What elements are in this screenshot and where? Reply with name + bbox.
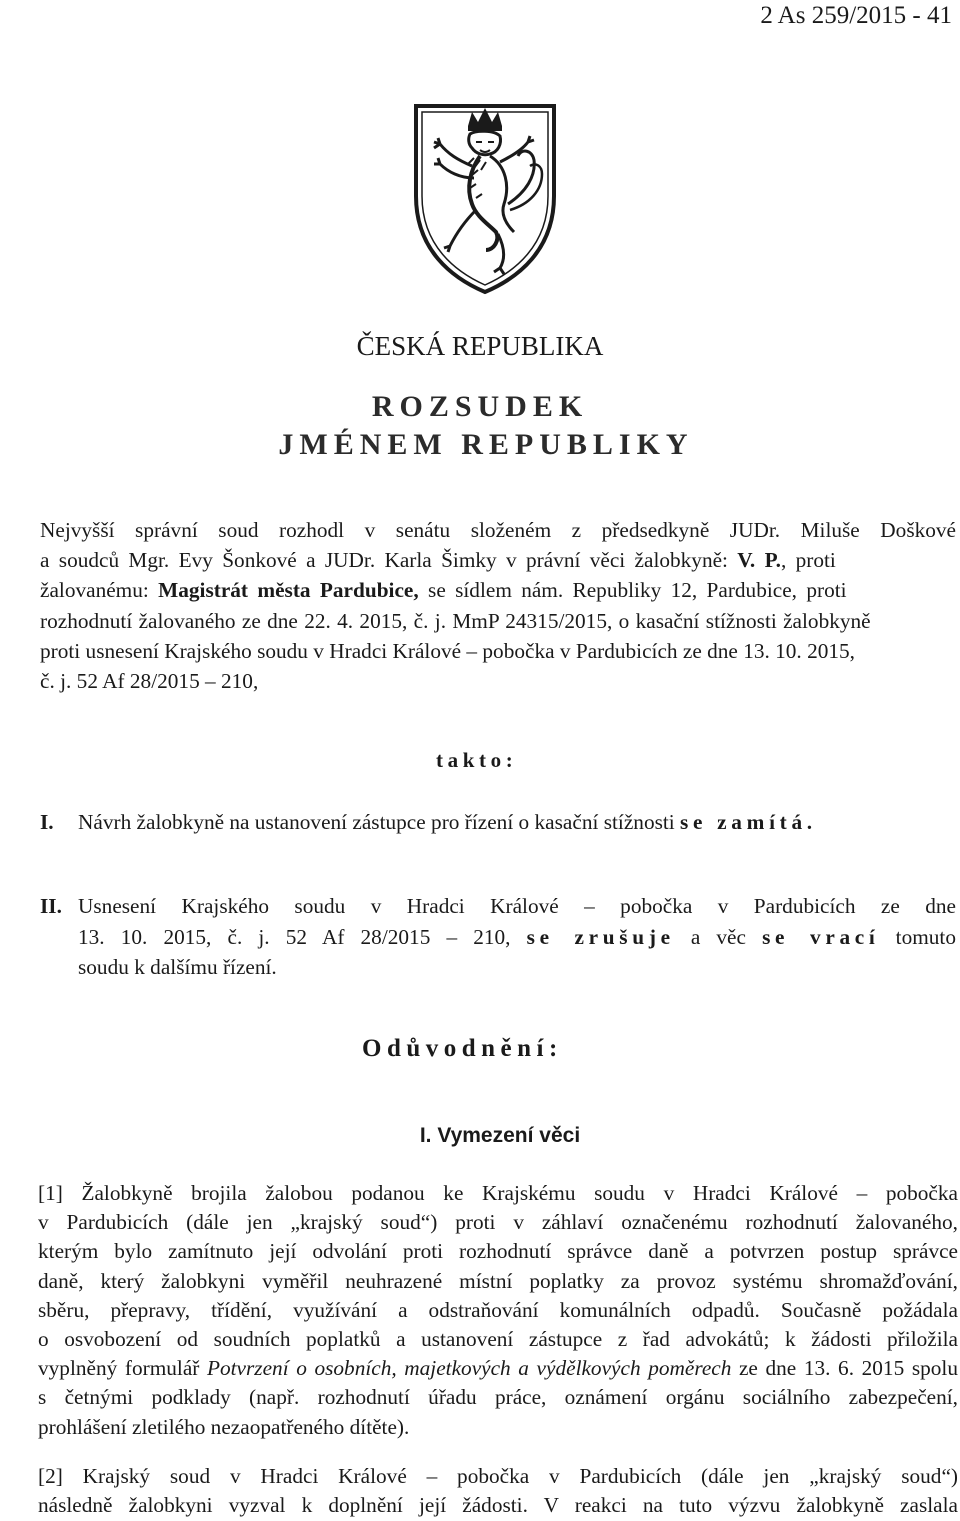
verdict-text: a věc bbox=[674, 924, 763, 949]
intro-text: se sídlem nám. Republiky 12, Pardubice, proti bbox=[418, 578, 847, 603]
intro-line: Nejvyšší správní soud rozhodl v senátu složeném z předsedkyně JUDr. Miluše Doškové bbox=[40, 518, 956, 542]
verdict-line bbox=[78, 922, 956, 953]
paragraph-line bbox=[38, 1354, 958, 1383]
verdict-number: II. bbox=[40, 894, 62, 918]
plaintiff-name: V. P. bbox=[737, 548, 781, 573]
reasoning-heading: Odůvodnění: bbox=[362, 1035, 563, 1062]
verdict-line: Usnesení Krajského soudu v Hradci Králové – pobočka v Pardubicích ze dne bbox=[78, 894, 956, 918]
paragraph-text: vyplněný formulář bbox=[38, 1356, 207, 1381]
intro-line: proti usnesení Krajského soudu v Hradci Králové – pobočka v Pardubicích ze dne 13. 10. 2015, bbox=[40, 638, 856, 663]
paragraph-line: [2] Krajský soud v Hradci Králové – pobočka v Pardubicích (dále jen „krajský soud“) bbox=[38, 1464, 958, 1488]
intro-text: žalovanému: bbox=[40, 578, 159, 603]
paragraph-line: kterým bylo zamítnuto její odvolání proti rozhodnutí správce daně a potvrzen postup správce bbox=[38, 1239, 958, 1264]
intro-line: č. j. 52 Af 28/2015 – 210, bbox=[40, 669, 259, 694]
verdict-number: I. bbox=[40, 810, 54, 834]
verdict-text: 13. 10. 2015, č. j. 52 Af 28/2015 – 210, bbox=[78, 924, 527, 949]
document-reference: 2 As 259/2015 - 41 bbox=[760, 2, 952, 29]
intro-text: a soudců Mgr. Evy Šonkové a JUDr. Karla Šimky v právní věci žalobkyně: bbox=[40, 548, 738, 573]
intro-line: rozhodnutí žalovaného ze dne 22. 4. 2015, č. j. MmP 24315/2015, o kasační stížnosti žalobkyně bbox=[40, 608, 871, 633]
paragraph-line: daně, který žalobkyni vyměřil neuhrazené místní poplatky za provoz systému shromažďování, bbox=[38, 1268, 958, 1293]
verdict-action: se vrací bbox=[762, 924, 880, 949]
verdict-heading: takto: bbox=[436, 748, 518, 772]
czech-lion-coat-of-arms-icon bbox=[410, 100, 560, 296]
paragraph-line: v Pardubicích (dále jen „krajský soud“) proti v záhlaví označenému rozhodnutí žalovaného, bbox=[38, 1210, 958, 1235]
paragraph-line: sběru, přepravy, třídění, využívání a odstraňování komunálních odpadů. Současně požádala bbox=[38, 1297, 958, 1322]
verdict-text: Návrh žalobkyně na ustanovení zástupce pro řízení o kasační stížnosti bbox=[78, 810, 681, 834]
judgment-subtitle: JMÉNEM REPUBLIKY bbox=[278, 428, 694, 461]
verdict-action: se zamítá. bbox=[680, 810, 817, 834]
intro-line bbox=[40, 545, 956, 575]
defendant-name: Magistrát města Pardubice, bbox=[158, 578, 419, 603]
judgment-title: ROZSUDEK bbox=[371, 390, 589, 423]
verdict-line: soudu k dalšímu řízení. bbox=[78, 955, 277, 979]
introduction-paragraph bbox=[40, 515, 956, 696]
verdict-point-2 bbox=[40, 891, 957, 979]
country-heading: ČESKÁ REPUBLIKA bbox=[356, 331, 604, 361]
section-heading: I. Vymezení věci bbox=[419, 1124, 581, 1147]
paragraph-2 bbox=[38, 1462, 958, 1520]
verdict-text: tomuto bbox=[879, 924, 957, 949]
paragraph-text: ze dne 13. 6. 2015 spolu bbox=[731, 1356, 958, 1381]
paragraph-line: prohlášení zletilého nezaopatřeného dítěte). bbox=[38, 1414, 410, 1439]
paragraph-line: následně žalobkyni vyzval k doplnění její žádosti. V reakci na tuto výzvu žalobkyně zaslala bbox=[38, 1493, 958, 1518]
verdict-action: se zrušuje bbox=[526, 924, 675, 949]
intro-text: , proti bbox=[780, 548, 836, 573]
verdict-text-block bbox=[78, 891, 956, 983]
paragraph-line: s četnými podklady (např. rozhodnutí úřadu práce, oznámení orgánu sociálního zabezpečení, bbox=[38, 1385, 958, 1410]
verdict-point-1 bbox=[40, 810, 817, 835]
paragraph-line: [1] Žalobkyně brojila žalobou podanou ke Krajskému soudu v Hradci Králové – pobočka bbox=[38, 1181, 958, 1205]
paragraph-1 bbox=[38, 1179, 958, 1442]
paragraph-line: o osvobození od soudních poplatků a ustanovení zástupce z řad advokátů; k žádosti přiložila bbox=[38, 1327, 958, 1352]
form-title: Potvrzení o osobních, majetkových a výdělkových poměrech bbox=[206, 1356, 732, 1381]
intro-line bbox=[40, 575, 956, 605]
